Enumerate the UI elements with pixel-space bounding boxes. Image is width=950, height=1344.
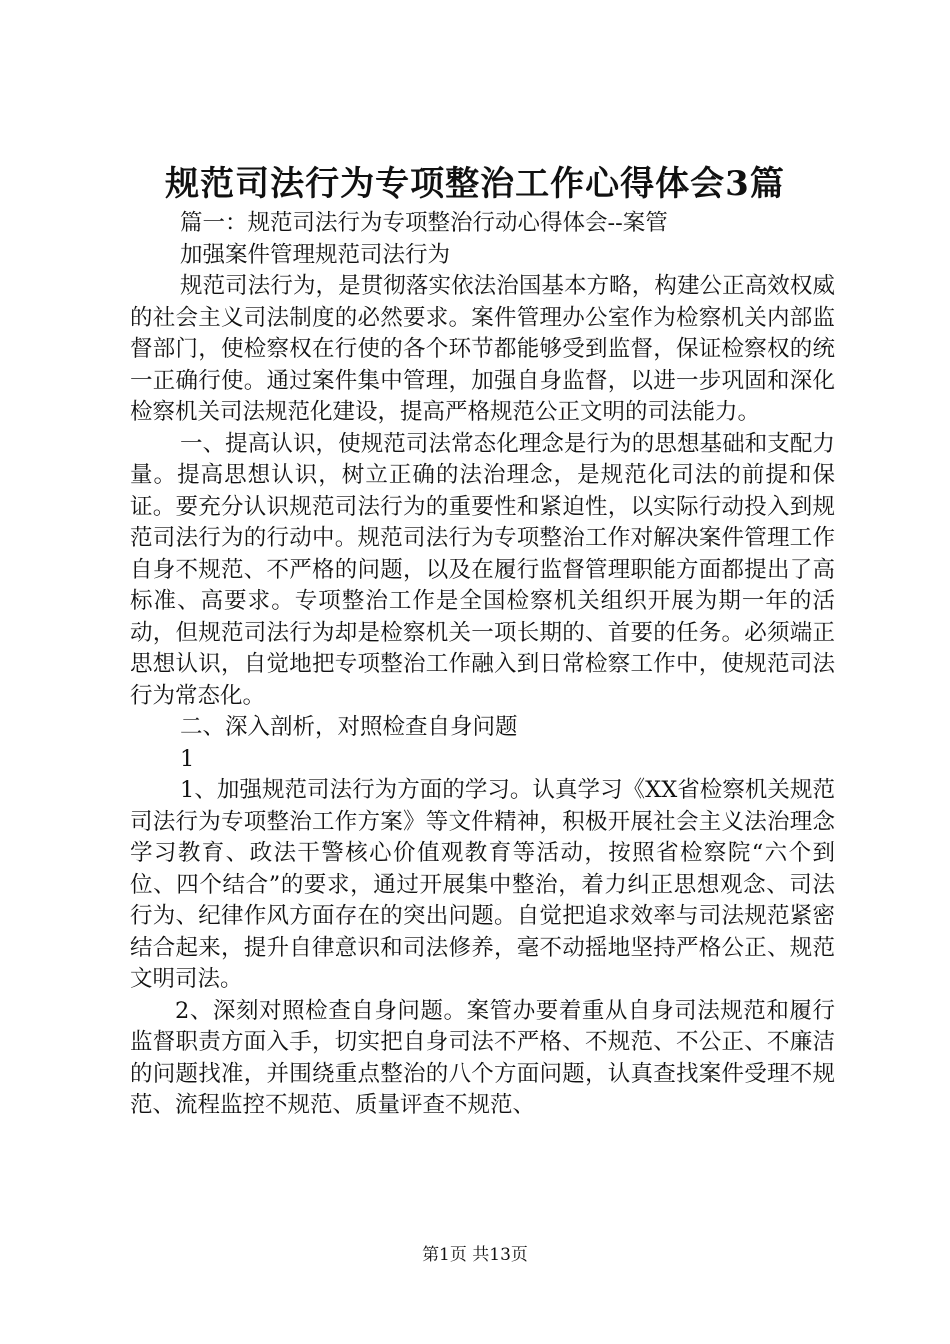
paragraph-subpoint-one: 1、加强规范司法行为方面的学习。认真学习《XX省检察机关规范司法行为专项整治工作方案》等文件精神，积极开展社会主义法治理念学习教育、政法干警核心价值观教育等活动，按照省检察院“六个到位、四个结合”的要求，通过开展集中整治，着力纠正思想观念、司法行为、纪律作风方面存在的突出问题。自觉把追求效率与司法规范紧密结合起来，提升自律意识和司法修养，毫不动摇地坚持严格公正、规范文明司法。 <box>130 777 835 992</box>
paragraph-number: 1 <box>180 745 195 772</box>
section-heading: 篇一：规范司法行为专项整治行动心得体会--案管 <box>180 210 668 236</box>
document-title: 规范司法行为专项整治工作心得体会3篇 <box>165 164 785 204</box>
paragraph-point-two-heading: 二、深入剖析，对照检查自身问题 <box>180 714 518 740</box>
paragraph-point-one: 一、提高认识，使规范司法常态化理念是行为的思想基础和支配力量。提高思想认识，树立正确的法治理念，是规范化司法的前提和保证。要充分认识规范司法行为的重要性和紧迫性，以实际行动投入到规范司法行为的行动中。规范司法行为专项整治工作对解决案件管理工作自身不规范、不严格的问题，以及在履行监督管理职能方面都提出了高标准、高要求。专项整治工作是全国检察机关组织开展为期一年的活动，但规范司法行为却是检察机关一项长期的、首要的任务。必须端正思想认识，自觉地把专项整治工作融入到日常检察工作中，使规范司法行为常态化。 <box>130 430 835 709</box>
section-subheading: 加强案件管理规范司法行为 <box>180 241 451 268</box>
document-body <box>130 208 835 1122</box>
paragraph-subpoint-two: 2、深刻对照检查自身问题。案管办要着重从自身司法规范和履行监督职责方面入手，切实把自身司法不严格、不规范、不公正、不廉洁的问题找准，并围绕重点整治的八个方面问题，认真查找案件受理不规范、流程监控不规范、质量评查不规范、 <box>130 997 835 1118</box>
page-footer: 第1页 共13页 <box>422 1245 528 1265</box>
paragraph-intro: 规范司法行为，是贯彻落实依法治国基本方略，构建公正高效权威的社会主义司法制度的必然要求。案件管理办公室作为检察机关内部监督部门，使检察权在行使的各个环节都能够受到监督，保证检察权的统一正确行使。通过案件集中管理，加强自身监督，以进一步巩固和深化检察机关司法规范化建设，提高严格规范公正文明的司法能力。 <box>130 273 835 425</box>
